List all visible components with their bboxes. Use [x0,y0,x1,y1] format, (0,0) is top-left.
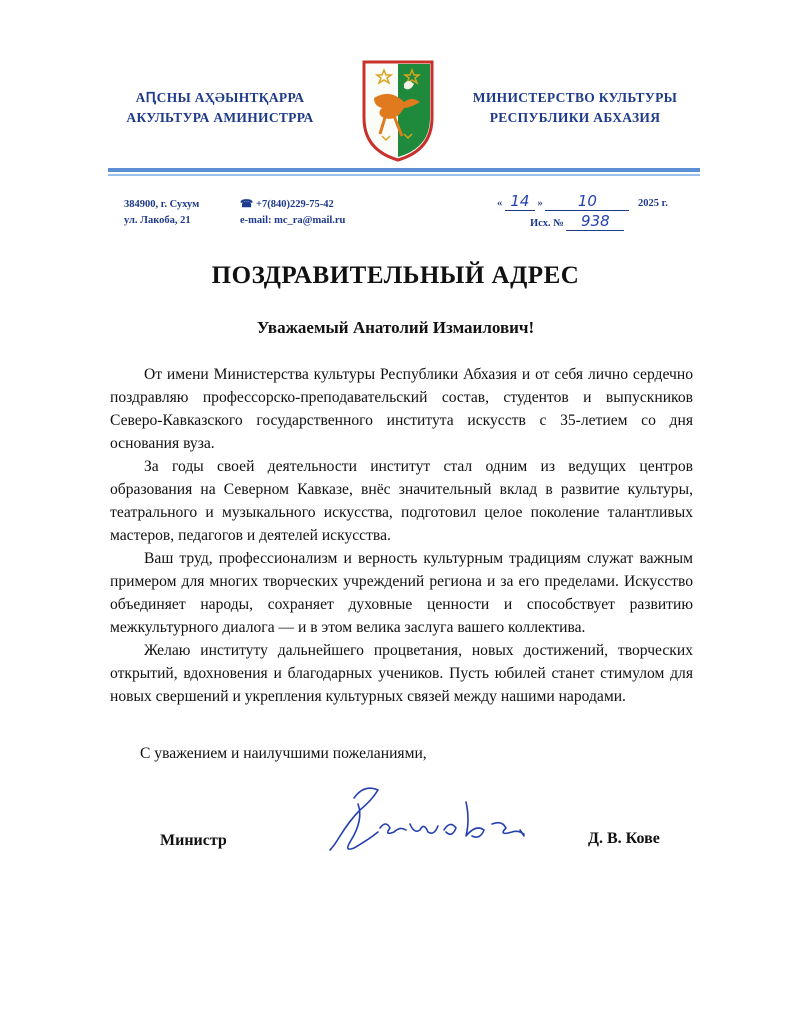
street-address: ул. Лакоба, 21 [124,215,191,226]
letterhead-rule-thin [108,174,700,176]
body-paragraph: От имени Министерства культуры Республики Абхазия и от себя лично сердечно поздравляю профессорско-преподавательский состав, студентов и выпускников Северо-Кавказского государственного института искусств с 35-летием со дня основания вуза. [110,366,693,452]
body-paragraph: За годы своей деятельности институт стал одним из ведущих центров образования на Северном Кавказе, внёс значительный вклад в развитие культуры, театрального и музыкального искусства, подготовил целое поколение талантливых мастеров, педагогов и деятелей искусства. [110,458,693,544]
letterhead-abkhaz-line2: АКУЛЬТУРА АМИНИСТРРА [126,110,314,125]
outgoing-reference [530,214,624,231]
closing-phrase: С уважением и наилучшими пожеланиями, [140,745,427,762]
coat-of-arms-emblem [360,58,436,164]
postal-code-city: 384900, г. Сухум [124,199,200,210]
date-month: 10 [577,192,597,210]
document-title: ПОЗДРАВИТЕЛЬНЫЙ АДРЕС [211,262,580,289]
body-paragraph: Желаю институту дальнейшего процветания, новых достижений, творческих открытий, вдохновения и благодарных учеников. Пусть юбилей станет стимулом для новых свершений и укрепления культурных связей между нашими народами. [110,642,693,705]
outgoing-label: Исх. № [530,218,564,229]
salutation: Уважаемый Анатолий Измаилович! [256,318,535,337]
email-address: e-mail: mc_ra@mail.ru [240,215,346,226]
signer-role: Министр [160,832,227,849]
letter-body [110,363,693,708]
date-day-field [505,194,535,211]
letterhead-russian-line2: РЕСПУБЛИКИ АБХАЗИЯ [489,110,661,125]
phone-number: +7(840)229-75-42 [256,199,334,210]
letterhead-russian-name [455,88,695,128]
signer-name: Д. В. Кове [588,830,660,847]
date-open-quote: « [497,198,503,209]
outgoing-number-field [566,214,624,231]
letterhead-abkhaz-line1: АԤСНЫ АҲӘЫНТҚАРРА [135,90,305,105]
contact-details [240,197,400,229]
letterhead-rule-thick [108,168,700,172]
body-paragraph: Ваш труд, профессионализм и верность культурным традициям служат важным примером для многих творческих учреждений региона и за его пределами. Искусство объединяет народы, сохраняет духовные ценности и способствует развитию межкультурного диалога — и в этом велика заслуга вашего коллектива. [110,550,693,636]
letterhead-abkhaz-name [110,88,330,128]
telephone-icon: ☎ [240,199,254,210]
date-close-quote: » [537,198,543,209]
letterhead-russian-line1: МИНИСТЕРСТВО КУЛЬТУРЫ [472,90,678,105]
postal-address [124,197,244,229]
outgoing-number: 938 [581,212,610,230]
handwritten-signature [320,780,535,860]
date-month-field [545,194,629,211]
document-date [497,194,668,211]
date-day: 14 [510,192,530,210]
date-year: 2025 г. [638,198,668,209]
